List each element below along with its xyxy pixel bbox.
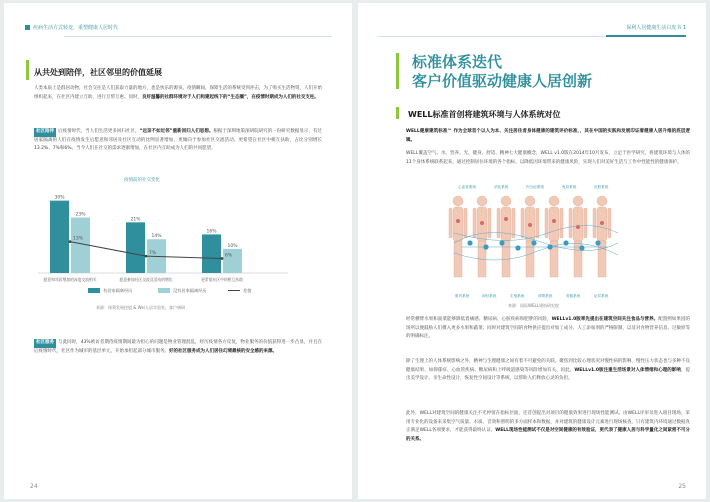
section-accent-bar — [396, 107, 399, 119]
human-figure-2 — [473, 196, 491, 277]
chart-title: 疫情前的社交变化 — [124, 178, 160, 183]
label-skin: 皮肤系统 — [594, 185, 609, 189]
page-number: 25 — [678, 483, 686, 490]
value-label-1-without: 23% — [75, 212, 86, 218]
left-page-header: 疾病生活方式转变，重塑健康人居时代 — [25, 24, 118, 31]
page-number: 24 — [30, 483, 38, 490]
value-label-1-with: 30% — [54, 195, 65, 201]
header-accent-bar — [606, 35, 686, 37]
legend-label-2: 没有居家隔离经历 — [173, 288, 207, 293]
label-urinary: 泌尿系统 — [594, 294, 609, 298]
diff-point-2 — [145, 255, 148, 258]
value-label-1-diff: 13% — [73, 236, 84, 242]
human-figure-1 — [449, 196, 467, 277]
bar-2-with-isolation — [126, 222, 145, 273]
human-figure-5 — [545, 196, 563, 277]
section-title: WELL标准首创将建筑环境与人体系统对位 — [408, 110, 561, 119]
diagram-caption: 来源：国际WELL建筑研究院 — [508, 303, 559, 308]
legend-label-3: 差值 — [243, 288, 252, 293]
paragraph-2: 社区陪伴 后疫情时代，当人们生活更多回归社区，“远亲不如近邻”重新回归人们思想。根据于深圳地策深研院研究的一份研究数据显示，有过居家隔离的人们在疫情发生后愿意和邻居及社区互动的比例显著增加，更倾向于参加社区交流活动、更希望在社区中相互扶助，占比分别增长13.2%、7%和6%。当今人们在社交的需求逐渐增加，在社区内互助成为人们的共同愿望。 — [34, 129, 323, 152]
value-label-2-without: 14% — [151, 234, 162, 240]
chart-source: 来源：保利发展控股 & Wei人居实验室、客户调研 — [96, 305, 185, 310]
section-accent-bar — [26, 60, 29, 80]
left-page — [4, 3, 352, 499]
bar-3-without-isolation — [223, 249, 242, 273]
legend-swatch-2 — [158, 288, 170, 293]
human-figure-3 — [497, 196, 515, 277]
big-title-line-1: 标准体系迭代 — [412, 53, 503, 71]
label-reproductive: 生殖系统 — [510, 294, 525, 298]
right-page-header: 保利人居健康生活白皮书 1 — [626, 25, 686, 31]
paragraph-1: WELL健康建筑标准™ 作为全球首个以人为本、关注居住者身体健康的建筑评价标准，，其在中国的实践和发展印证着健康人居升维的底层逻辑。 — [406, 129, 690, 143]
paragraph-5: 此外，WELL对建筑空间的健康关注不光停留在指标层面，还首创提出对项目的健康效果进行现场性能测试。由WELL评审员进入项目现场，采用专业化的设备来采集空气质量、水质、音效和照明的多方面样本和数据，并对建筑的健康设计元素进行现场核查，只有建筑内环境通过数据真正满足WELL各项要求，才能获得最终认证。WELL现场性能测试不仅是对空间健康的有效验证，更代表了健康人居与科学量化之间紧密不可分的关系。 — [406, 411, 690, 443]
category-label-1: 愿意和邻居增加的深度交流相关 — [43, 277, 97, 282]
label-skeletal: 骨骼系统 — [566, 294, 581, 298]
label-immune: 免疫系统 — [562, 185, 577, 189]
body-figures — [448, 193, 628, 295]
bar-3-with-isolation — [202, 234, 221, 273]
title-accent-bar — [396, 53, 399, 89]
label-nervous: 神经系统 — [482, 294, 497, 298]
right-page — [358, 3, 706, 499]
paragraph-4: 除了生理上的人体系统影响之外，精神与生理健康之间有着不可避免的关联。聚焦到比较心理状况对慢性病的影响，慢性压力状态也与多种不良健康结果、如抑郁症、心血管疾病、糖尿病和上呼吸道感染等风险增加有关。因此，WELLv1.0版注重生活场景对人体情绪和心理的影响，提出美学设计、亲生命性设计，恢复性空间设计等系统，以帮助人们释放心灵的负担。 — [406, 359, 691, 382]
label-cardiovascular: 心血管系统 — [458, 185, 476, 189]
label-digestive: 消化系统 — [494, 185, 509, 189]
paragraph-1: 人类本质上是群居动物，社会交往是人们获取力量的地方，也是快乐的源泉。疫情瞬间，保障生活的系统受到冲击，为了购买生活物资，人们开始组织起来，在社区内建立互助，进行互帮互惠。同时，良好温馨的社群环境对于人们构建起线下的“生态圈”，在疫情时期成为人们的社交支柱。 — [34, 86, 322, 100]
value-label-3-with: 16% — [206, 229, 217, 235]
label-endocrine: 内分泌系统 — [526, 185, 544, 189]
social-change-chart — [38, 183, 308, 303]
bar-1-with-isolation — [50, 201, 69, 273]
tag-community-service: 社区服务 — [34, 339, 56, 348]
label-respiratory: 呼吸系统 — [538, 294, 553, 298]
human-figure-6 — [569, 196, 587, 277]
section-title: 从共处到陪伴，社区邻里的价值延展 — [34, 68, 162, 77]
paragraph-3: 社区服务 与此同时，43%被访者期待疫情期间最为担心的问题是物业管理混乱，经历疫情各方反复，物业服务的价值获得进一步凸显，并且在后疫情时代，社区作为城市的基层单元，开始承担起部分城市服务。好的社区服务成为人们居住幻境最核的安全感的来源。 — [34, 340, 322, 354]
human-figure-7 — [593, 196, 611, 277]
value-label-3-without: 10% — [227, 243, 238, 249]
value-label-3-diff: 6% — [225, 253, 233, 259]
paragraph-2: WELL覆盖空气、水、营养、光、健身、舒适、精神七大健康概念，WELL v1.0版在2014年10月发布，立足于医学研究，将建筑环境与人体的11个身体系统联系起来，通过控制居住环境的各个指标，以降低因环境带来的健康风险，实现人们对美好生活与工作中性能性的健康保护。 — [406, 151, 690, 165]
value-label-2-with: 21% — [130, 217, 141, 223]
category-label-3: 更希望社区中的相互扶助 — [201, 277, 243, 282]
label-muscular: 肌肉系统 — [455, 294, 470, 298]
header-divider — [64, 36, 332, 37]
value-label-2-diff: 7% — [149, 251, 157, 257]
big-title-line-2: 客户价值驱动健康人居创新 — [412, 72, 593, 90]
paragraph-3: 经常横臂水果和面菜能够降低着痛感、糖尿病、心脏疾病和肥胖的风险，WELLv1.0版率先提出在建筑空间关注食品与营养。配置例如果园的场所以便鼓励人们摄入更多水果和蔬菜；同时对建筑空间的食物供应提出对加工成分、人工添加剂的严格限制，以及对食物营养信息、过敏原等的明确标注。 — [406, 317, 690, 340]
diff-point-1 — [69, 240, 72, 243]
diff-point-3 — [221, 257, 224, 260]
legend-label-1: 有居家隔离经历 — [103, 288, 133, 293]
category-label-2: 愿意参加社区交流及活动的增比 — [119, 277, 173, 282]
tag-community-companion: 社区陪伴 — [34, 128, 56, 137]
legend-swatch-1 — [88, 288, 100, 293]
